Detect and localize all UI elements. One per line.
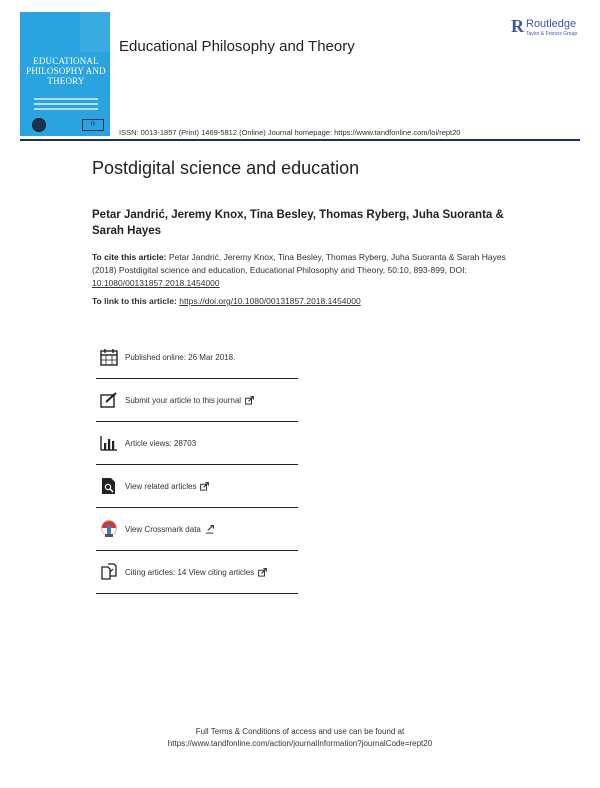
crossmark-link[interactable]: View Crossmark data xyxy=(125,524,201,534)
published-online-row xyxy=(96,336,298,379)
citation-text: Petar Jandrić, Jeremy Knox, Tina Besley, Thomas Ryberg, Juha Suoranta & Sarah Hayes (2018) Postdigital science and education, Educational Philosophy and Theory, 50:10, 893-899, DOI: xyxy=(92,252,506,275)
external-link-icon xyxy=(200,482,209,491)
article-title: Postdigital science and education xyxy=(92,158,360,178)
cover-text-lines xyxy=(34,98,98,113)
citing-articles-link[interactable]: Citing articles: 14 View citing articles xyxy=(125,567,255,577)
article-doi-url-link[interactable]: https://doi.org/10.1080/00131857.2018.1454000 xyxy=(179,296,361,306)
cover-decoration xyxy=(80,12,110,52)
article-meta-list xyxy=(96,336,298,594)
article-link-block xyxy=(92,295,512,308)
related-articles-icon xyxy=(99,476,119,496)
header-divider xyxy=(20,139,580,141)
publisher-tagline: Taylor & Francis Group xyxy=(526,31,578,37)
citing-articles-icon xyxy=(99,562,119,582)
terms-footer xyxy=(0,726,600,750)
citation-label: To cite this article: xyxy=(92,252,167,262)
journal-title: Educational Philosophy and Theory xyxy=(119,38,355,55)
routledge-logo xyxy=(511,17,591,43)
edit-icon xyxy=(99,390,119,410)
citing-articles-row[interactable] xyxy=(96,551,298,594)
crossmark-icon xyxy=(99,519,119,539)
external-link-icon xyxy=(205,525,214,534)
published-online-text: Published online: 26 Mar 2018. xyxy=(125,352,236,362)
publisher-name: Routledge xyxy=(526,18,577,30)
issn-line xyxy=(119,128,460,137)
terms-url-link[interactable]: https://www.tandfonline.com/action/journalInformation?journalCode=rept20 xyxy=(167,739,433,748)
routledge-mark-icon: R xyxy=(511,16,524,36)
cover-seal-icon xyxy=(32,118,46,132)
journal-homepage-link[interactable]: https://www.tandfonline.com/loi/rept20 xyxy=(334,128,461,137)
citation-block xyxy=(92,251,512,290)
submit-article-link[interactable]: Submit your article to this journal xyxy=(125,395,242,405)
article-views-text: Article views: 28703 xyxy=(125,438,197,448)
external-link-icon xyxy=(258,568,267,577)
terms-text: Full Terms & Conditions of access and use can be found at xyxy=(195,727,405,736)
issn-text: ISSN: 0013-1857 (Print) 1469-5812 (Online) Journal homepage: xyxy=(119,128,335,137)
crossmark-row[interactable] xyxy=(96,508,298,551)
doi-link[interactable]: 10.1080/00131857.2018.1454000 xyxy=(92,278,220,288)
cover-publisher-logo-icon: R xyxy=(82,119,104,131)
cover-title: EDUCATIONAL PHILOSOPHY AND THEORY xyxy=(26,56,106,86)
related-articles-row[interactable] xyxy=(96,465,298,508)
related-articles-link[interactable]: View related articles xyxy=(125,481,197,491)
submit-article-row[interactable] xyxy=(96,379,298,422)
external-link-icon xyxy=(245,396,254,405)
journal-cover-image xyxy=(20,12,110,136)
bar-chart-icon xyxy=(99,433,119,453)
calendar-icon xyxy=(99,347,119,367)
article-views-row xyxy=(96,422,298,465)
link-label: To link to this article: xyxy=(92,296,180,306)
article-authors: Petar Jandrić, Jeremy Knox, Tina Besley, Thomas Ryberg, Juha Suoranta & Sarah Hayes xyxy=(92,209,504,237)
